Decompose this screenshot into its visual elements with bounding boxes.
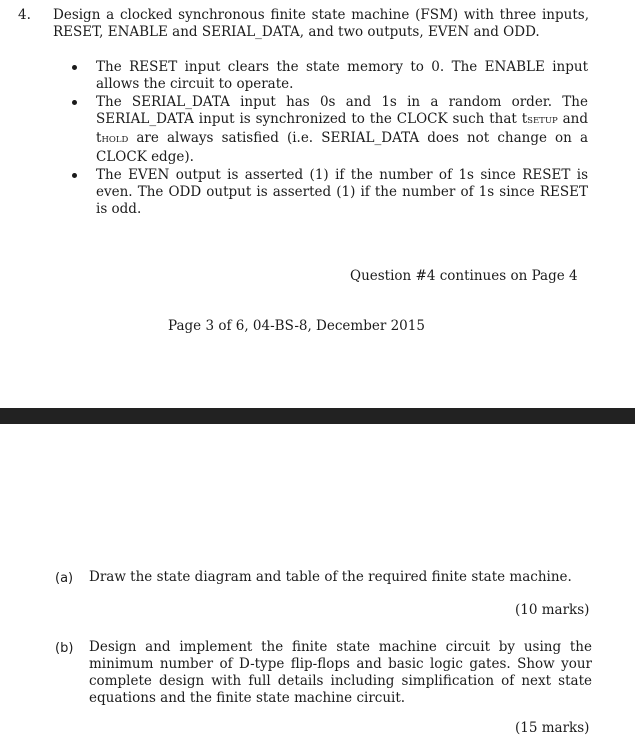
list-item: [68, 59, 588, 93]
bullet-text: The EVEN output is asserted (1) if the number of 1s since RESET is even. The ODD output is asserted (1) if the number of 1s since RESET is odd.: [96, 167, 588, 217]
question-intro: Design a clocked synchronous finite state machine (FSM) with three inputs, RESET, ENABLE and SERIAL_DATA, and two outputs, EVEN and ODD.: [53, 7, 589, 40]
list-item: [68, 167, 588, 218]
part-b-label: (b): [55, 641, 74, 656]
part-b-text: Design and implement the finite state machine circuit by using the minimum number of D-type flip-flops and basic logic gates. Show your complete design with full details including simplification of next state equations and the finite state machine circuit.: [89, 639, 592, 706]
part-a-marks: (10 marks): [515, 602, 590, 618]
page-4-section: [0, 424, 635, 745]
part-a-label: (a): [55, 571, 74, 586]
bullet-text-part2: and t: [96, 111, 588, 146]
thold-subscript: HOLD: [101, 135, 129, 145]
bullet-icon: [72, 65, 77, 70]
requirements-list: [68, 59, 588, 219]
bullet-icon: [72, 100, 77, 105]
bullet-icon: [72, 173, 77, 178]
bullet-text: The RESET input clears the state memory to 0. The ENABLE input allows the circuit to operate.: [96, 59, 588, 92]
bullet-text-part3: are always satisfied (i.e. SERIAL_DATA does not change on a CLOCK edge).: [96, 130, 588, 165]
page-footer: Page 3 of 6, 04-BS-8, December 2015: [168, 318, 425, 334]
part-a-text: Draw the state diagram and table of the required finite state machine.: [89, 569, 572, 585]
page-divider: [0, 408, 635, 424]
question-number: 4.: [18, 7, 31, 23]
part-b-marks: (15 marks): [515, 720, 590, 736]
tsetup-subscript: SETUP: [527, 116, 558, 126]
continues-note: Question #4 continues on Page 4: [350, 268, 578, 284]
bullet-text-part1: The SERIAL_DATA input has 0s and 1s in a random order. The SERIAL_DATA input is synchronized to the CLOCK such that t: [96, 94, 588, 127]
list-item: [68, 94, 588, 166]
